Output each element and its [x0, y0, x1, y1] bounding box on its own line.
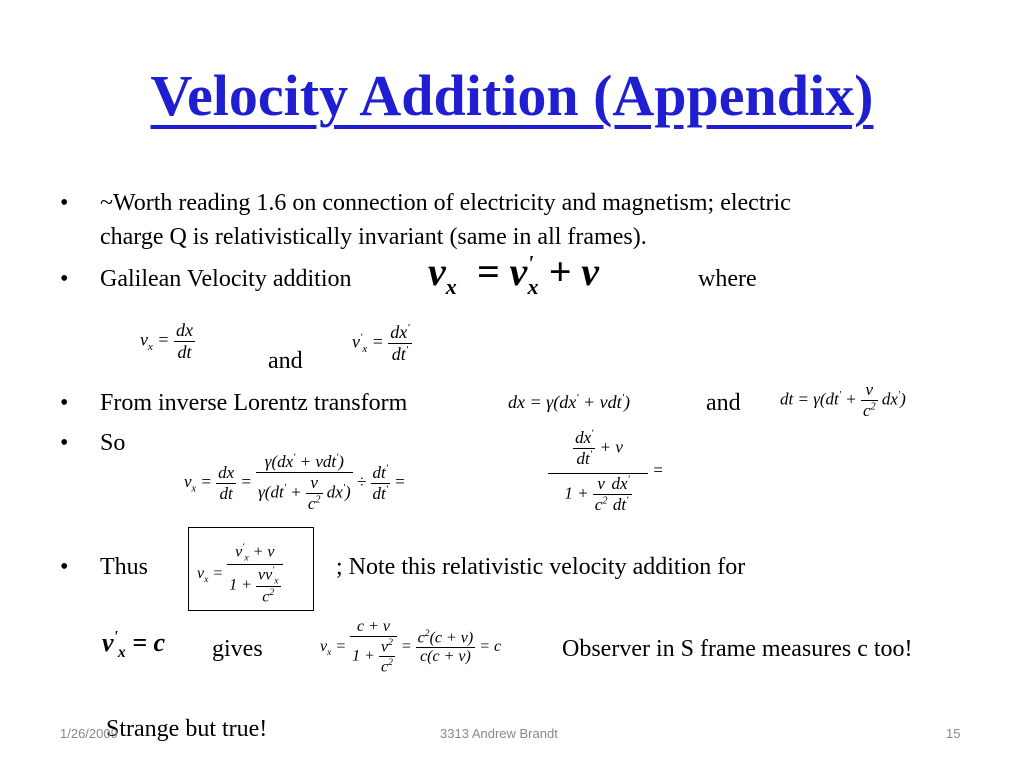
bullet-1-line-2: charge Q is relativistically invariant (same in all frames). [100, 224, 647, 250]
bullet-marker: • [60, 190, 69, 216]
relativistic-addition-box: $v_x$ = $v'_x + v$ 1 + $\frac{vv'_x}{c^2}$ [188, 527, 314, 611]
bullet-1-line-1: ~Worth reading 1.6 on connection of electricity and magnetism; electric [100, 190, 791, 216]
vx-definition: $v_x$ = $\frac{dx}{dt}$ [140, 320, 193, 362]
dx-lorentz-equation: dx = γ(dx' + vdt') [508, 392, 630, 412]
vx-prime-equals-c: $v'_x = c$ [102, 628, 166, 662]
dt-lorentz-equation: dt = γ(dt' + $\frac{v}{c^2}$ dx') [780, 380, 906, 420]
velocity-derivation-equation: $v_x$ = $\frac{dx}{dt}$ = γ(dx' + vdt') γ(dt' + $\frac{v}{c^2}$ dx') ÷ $\frac{dt'}{dt'}$ = [184, 452, 406, 513]
bullet-2-text: Galilean Velocity addition [100, 266, 352, 292]
bullet-marker: • [60, 554, 69, 580]
bullet-marker: • [60, 430, 69, 456]
footer-author: 3313 Andrew Brandt [440, 726, 558, 741]
bullet-5-note: ; Note this relativistic velocity addition for [336, 554, 746, 580]
bullet-marker: • [60, 266, 69, 292]
bullet-marker: • [60, 390, 69, 416]
speed-of-light-equation: $v_x$ = c + v 1 + $\frac{v^2}{c^2}$ = $\frac{c^2(c + v)}{c(c + v)}$ = c [320, 618, 502, 676]
galilean-equation: $v_x = v'_x + v$ [428, 249, 599, 299]
footer-date: 1/26/2009 [60, 726, 118, 741]
and-text-1: and [268, 348, 303, 374]
and-text-2: and [706, 390, 741, 416]
bullet-5-text: Thus [100, 554, 148, 580]
observer-text: Observer in S frame measures c too! [562, 636, 913, 662]
strange-text: Strange but true! [106, 716, 268, 742]
bullet-4-text: So [100, 430, 126, 456]
where-text: where [698, 266, 757, 292]
velocity-derivation-result: $\frac{dx'}{dt'}$ + v 1 + $\frac{v}{c^2}$ $\frac{dx'}{dt'}$ = [548, 428, 664, 515]
gives-text: gives [212, 636, 263, 662]
vx-prime-definition: $v'_x$ = $\frac{dx'}{dt'}$ [352, 322, 410, 364]
slide-title: Velocity Addition (Appendix) [150, 63, 874, 128]
bullet-3-text: From inverse Lorentz transform [100, 390, 408, 416]
footer-page-number: 15 [946, 726, 961, 741]
